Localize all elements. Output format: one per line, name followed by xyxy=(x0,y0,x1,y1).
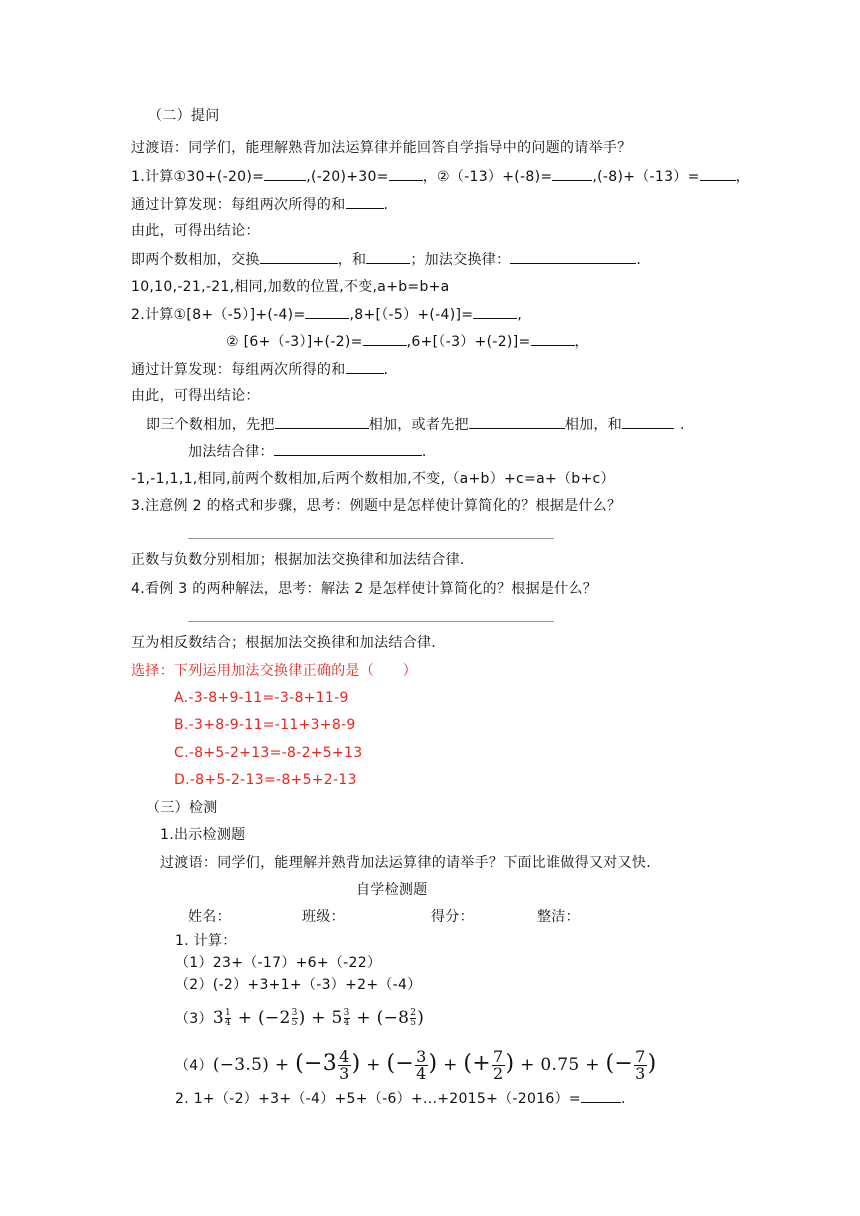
commutative-statement xyxy=(131,249,641,270)
test-problem-1: （1）23+（-17）+6+（-22） xyxy=(175,955,382,971)
q2-part-b: ,8+[（-5）+(-4)]= xyxy=(349,307,474,323)
test-q2-text: 2. 1+（-2）+3+（-4）+5+（-6）+...+2015+（-2016）= xyxy=(175,1091,581,1107)
denominator: 4 xyxy=(224,1018,231,1028)
transition-text-2: 过渡语：同学们，能理解并熟背加法运算律的请举手？下面比谁做得又对又快. xyxy=(160,855,651,871)
denominator: 3 xyxy=(635,1064,646,1083)
section-heading-2: （二）提问 xyxy=(148,108,220,124)
associative-law xyxy=(188,441,427,462)
whole-part: 5 xyxy=(331,1008,343,1028)
plus-sign: + xyxy=(237,1008,253,1028)
test-title: 自学检测题 xyxy=(356,882,428,898)
comma: , xyxy=(517,307,523,323)
answer-blank[interactable] xyxy=(275,414,369,429)
field-class: 班级： xyxy=(302,909,345,925)
q1-part-e: ， xyxy=(735,169,750,185)
plus-sign: + xyxy=(585,1055,600,1075)
plus-sign: + xyxy=(443,1055,458,1075)
answer-blank[interactable] xyxy=(389,166,423,181)
answer-blank[interactable] xyxy=(531,331,575,346)
answer-line[interactable] xyxy=(188,621,554,622)
answer-key-3: 正数与负数分别相加；根据加法交换律和加法结合律. xyxy=(131,552,465,568)
denominator: 4 xyxy=(343,1018,350,1028)
answer-blank[interactable] xyxy=(700,166,736,181)
q2-part-a: 2.计算①[8+（-5）]+(-4)= xyxy=(131,307,306,323)
answer-blank[interactable] xyxy=(469,414,565,429)
fraction xyxy=(225,1009,231,1028)
period: . xyxy=(383,197,389,213)
answer-blank[interactable] xyxy=(510,249,636,264)
question-2-row-2 xyxy=(226,331,589,352)
term-prefix: (−3 xyxy=(295,1051,338,1076)
answer-blank[interactable] xyxy=(473,304,517,319)
paren: ) xyxy=(298,1008,306,1028)
minus-sign: − xyxy=(383,1008,399,1028)
numerator: 7 xyxy=(635,1047,646,1066)
paren: ) xyxy=(428,1051,438,1076)
term: (−3.5) xyxy=(212,1055,270,1075)
numerator: 2 xyxy=(410,1008,417,1018)
plus-sign: + xyxy=(356,1008,371,1028)
numerator: 4 xyxy=(339,1047,350,1066)
period: . xyxy=(620,1091,626,1107)
paren: ) xyxy=(351,1051,361,1076)
field-neatness: 整洁： xyxy=(537,909,580,925)
answer-blank[interactable] xyxy=(305,304,349,319)
answer-blank[interactable] xyxy=(581,1088,621,1103)
answer-blank[interactable] xyxy=(346,194,384,209)
test-problem-2: （2）(-2）+3+1+（-3）+2+（-4） xyxy=(175,977,422,993)
answer-blank[interactable] xyxy=(363,331,407,346)
term: 0.75 xyxy=(540,1055,580,1075)
answer-blank[interactable] xyxy=(366,249,410,264)
denominator: 4 xyxy=(416,1064,427,1083)
math-expression-4 xyxy=(212,1047,657,1083)
q1-part-a: 1.计算①30+(-20)= xyxy=(131,169,265,185)
conclusion-label-1: 由此，可得出结论： xyxy=(131,223,260,239)
plus-sign: + xyxy=(520,1055,535,1075)
paren: ( xyxy=(257,1008,265,1028)
choice-option-d[interactable]: D.-8+5-2-13=-8+5+2-13 xyxy=(174,772,357,788)
section-heading-3: （三）检测 xyxy=(146,800,218,816)
q2-finding-text: 通过计算发现：每组两次所得的和 xyxy=(131,362,346,378)
term-prefix: (− xyxy=(386,1051,415,1076)
test-problem-4 xyxy=(175,1043,656,1085)
plus-sign: + xyxy=(366,1055,381,1075)
question-1 xyxy=(131,166,750,187)
minus-sign: − xyxy=(264,1008,280,1028)
test-q1-label: 1. 计算： xyxy=(175,933,237,949)
assoc-text-c: 相加，和 xyxy=(564,417,623,433)
fraction xyxy=(410,1009,416,1028)
choice-option-a[interactable]: A.-3-8+9-11=-3-8+11-9 xyxy=(174,690,349,706)
term-prefix: (+ xyxy=(463,1051,492,1076)
comm-text-a: 即两个数相加，交换 xyxy=(131,252,260,268)
question-4: 4.看例 3 的两种解法，思考：解法 2 是怎样使计算简化的？根据是什么？ xyxy=(131,581,598,597)
comm-text-b: ，和 xyxy=(337,252,367,268)
answer-key-1: 10,10,-21,-21,相同,加数的位置,不变,a+b=b+a xyxy=(131,279,450,295)
numerator: 3 xyxy=(291,1008,298,1018)
term-prefix: (− xyxy=(605,1051,634,1076)
comma: ， xyxy=(574,334,589,350)
choice-prompt: 选择：下列运用加法交换律正确的是（ ） xyxy=(131,663,417,679)
fraction xyxy=(492,1049,504,1082)
show-test-label: 1.出示检测题 xyxy=(160,827,246,843)
associative-statement xyxy=(146,414,685,435)
q1-part-b: ,(-20)+30= xyxy=(306,169,389,185)
q2-finding xyxy=(131,359,388,380)
transition-text-1: 过渡语：同学们，能理解熟背加法运算律并能回答自学指导中的问题的请举手？ xyxy=(131,140,632,156)
fraction xyxy=(344,1009,350,1028)
q1-finding xyxy=(131,194,388,215)
q1-finding-text: 通过计算发现：每组两次所得的和 xyxy=(131,197,346,213)
fraction xyxy=(292,1009,298,1028)
denominator: 3 xyxy=(339,1064,350,1083)
answer-blank[interactable] xyxy=(274,441,422,456)
answer-blank[interactable] xyxy=(346,359,384,374)
question-3: 3.注意例 2 的格式和步骤，思考：例题中是怎样使计算简化的？根据是什么？ xyxy=(131,498,622,514)
assoc-text-b: 相加，或者先把 xyxy=(368,417,469,433)
assoc-law-label: 加法结合律： xyxy=(188,444,274,460)
denominator: 5 xyxy=(410,1018,417,1028)
whole-part: 2 xyxy=(279,1008,291,1028)
period: . xyxy=(421,444,427,460)
test-question-2 xyxy=(175,1088,626,1109)
answer-key-4: 互为相反数结合；根据加法交换律和加法结合律. xyxy=(131,635,437,651)
field-name: 姓名： xyxy=(188,909,231,925)
q2-part-d: ,6+[（-3）+(-2)]= xyxy=(406,334,531,350)
paren: ( xyxy=(376,1008,384,1028)
problem-4-label: （4） xyxy=(175,1058,213,1074)
assoc-text-a: 即三个数相加，先把 xyxy=(146,417,275,433)
q2-part-c: ② [6+（-3）]+(-2)= xyxy=(226,334,363,350)
math-expression-3 xyxy=(213,1008,424,1028)
paren: ) xyxy=(647,1051,657,1076)
answer-blank[interactable] xyxy=(260,249,338,264)
question-2-row-1 xyxy=(131,304,522,325)
field-score: 得分： xyxy=(431,909,474,925)
answer-blank[interactable] xyxy=(622,414,674,429)
choice-option-b[interactable]: B.-3+8-9-11=-11+3+8-9 xyxy=(174,717,356,733)
numerator: 3 xyxy=(416,1047,427,1066)
problem-3-label: （3） xyxy=(175,1011,213,1027)
numerator: 3 xyxy=(343,1008,350,1018)
denominator: 2 xyxy=(493,1064,504,1083)
comm-text-c: ；加法交换律： xyxy=(410,252,511,268)
paren: ) xyxy=(417,1008,425,1028)
answer-blank[interactable] xyxy=(552,166,592,181)
plus-sign: + xyxy=(311,1008,326,1028)
period: . xyxy=(680,417,685,433)
conclusion-label-2: 由此，可得出结论： xyxy=(131,388,260,404)
whole-part: 3 xyxy=(212,1008,224,1028)
answer-blank[interactable] xyxy=(264,166,306,181)
period: . xyxy=(636,252,642,268)
numerator: 1 xyxy=(224,1008,231,1018)
q1-part-c: ，②（-13）+(-8)= xyxy=(422,169,553,185)
denominator: 5 xyxy=(291,1018,298,1028)
fraction xyxy=(415,1049,427,1082)
numerator: 7 xyxy=(493,1047,504,1066)
fraction xyxy=(338,1049,350,1082)
period: . xyxy=(383,362,389,378)
answer-key-2: -1,-1,1,1,相同,前两个数相加,后两个数相加,不变,（a+b）+c=a+（b+c） xyxy=(131,471,615,487)
fraction xyxy=(634,1049,646,1082)
answer-line[interactable] xyxy=(188,538,554,539)
test-problem-3 xyxy=(175,1003,424,1033)
paren: ) xyxy=(505,1051,515,1076)
q1-part-d: ,(-8)+（-13）= xyxy=(592,169,700,185)
whole-part: 8 xyxy=(398,1008,410,1028)
choice-option-c[interactable]: C.-8+5-2+13=-8-2+5+13 xyxy=(174,745,363,761)
plus-sign: + xyxy=(274,1055,290,1075)
